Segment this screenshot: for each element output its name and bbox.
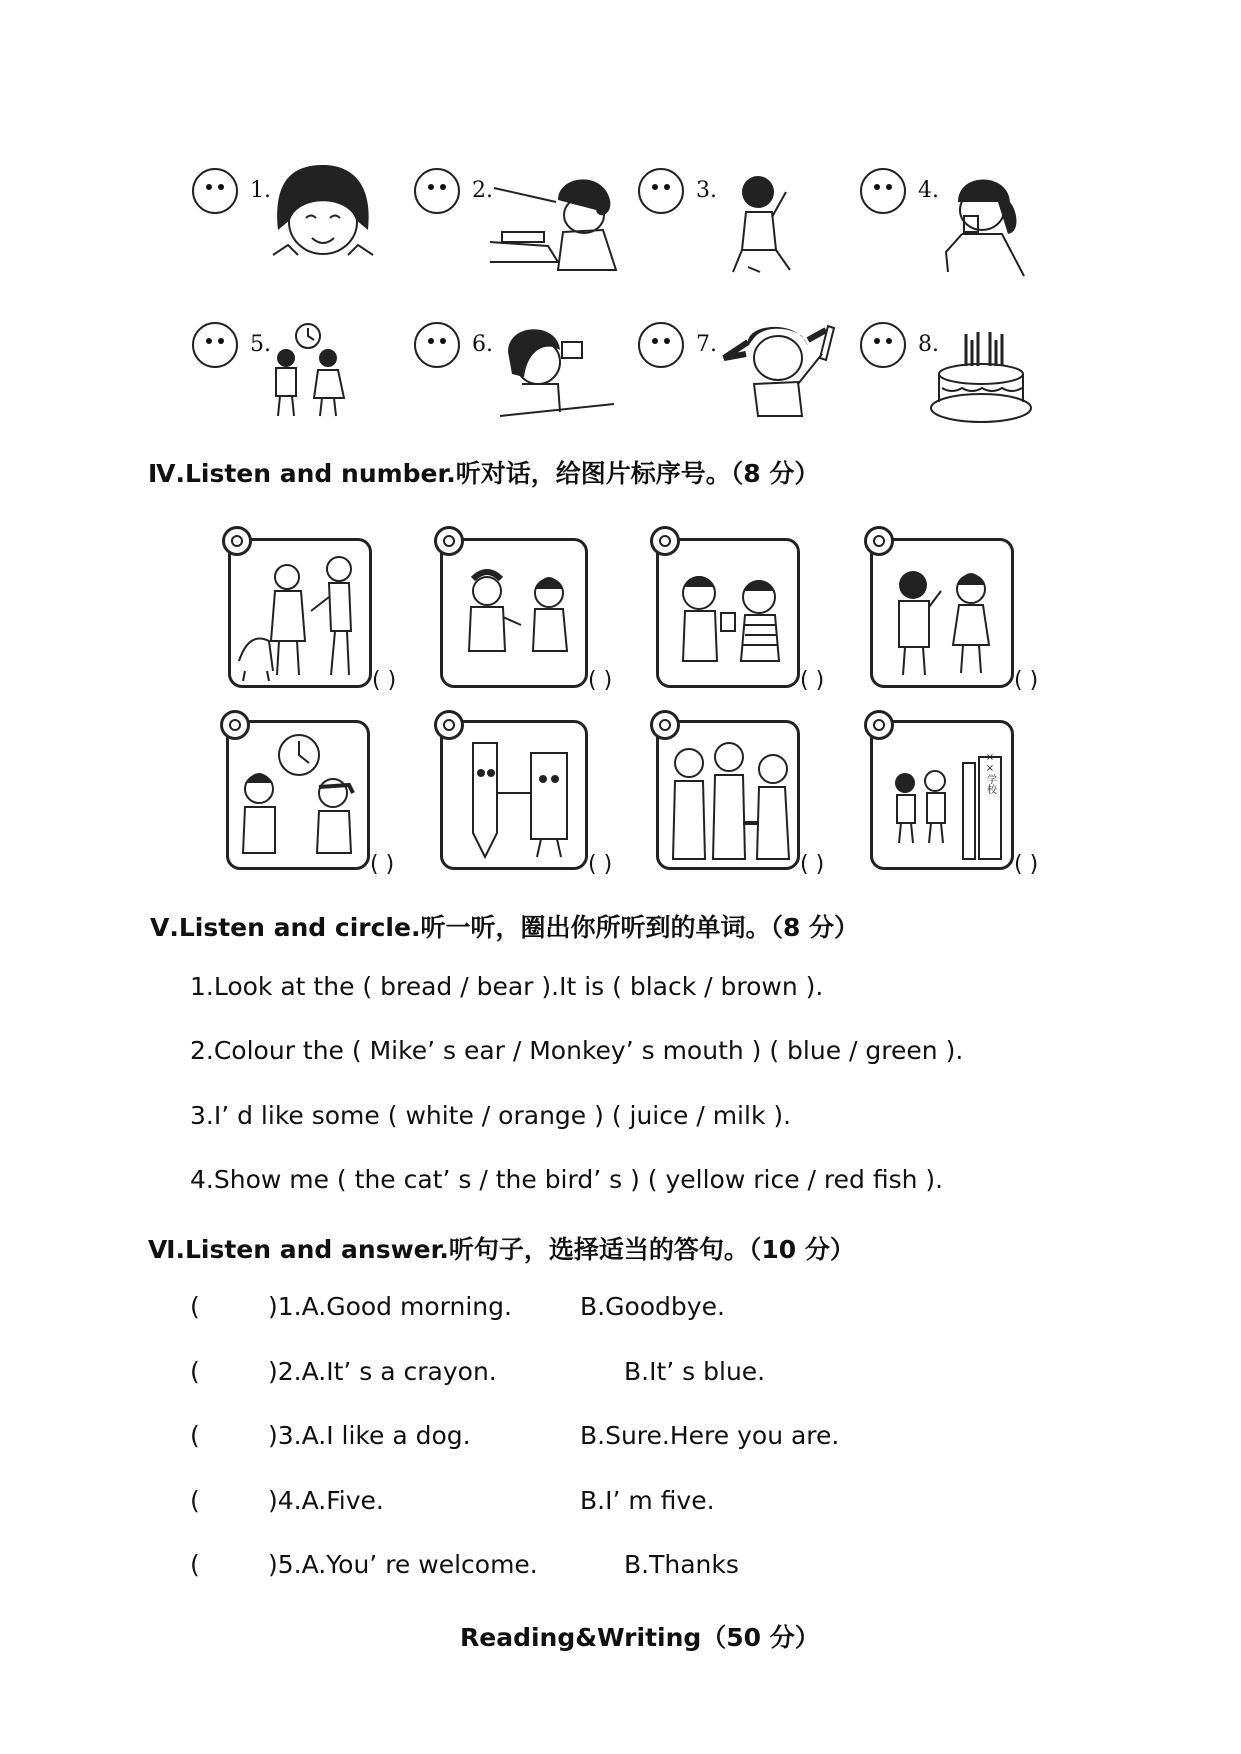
option-a: )2.A.It’ s a crayon. <box>268 1357 497 1386</box>
birthday-cake-picture <box>928 328 1034 426</box>
smiley-face-icon <box>192 168 238 214</box>
section-4-heading: Ⅳ.Listen and number.听对话，给图片标序号。（8 分） <box>148 459 820 488</box>
option-a: )1.A.Good morning. <box>268 1292 512 1321</box>
girl-with-crayon-picture <box>718 318 840 420</box>
child-sitting-picture <box>728 172 798 277</box>
ring-binder-icon <box>864 526 894 556</box>
question-line: 3.I’ d like some ( white / orange ) ( juice / milk ). <box>190 1101 792 1130</box>
answer-blank: ( ) <box>588 668 613 693</box>
picture-card <box>228 538 372 688</box>
ring-binder-icon <box>434 526 464 556</box>
two-girls-with-drink-picture <box>659 541 799 687</box>
picture-card <box>656 538 800 688</box>
girl-smiling-picture <box>268 160 378 268</box>
ring-binder-icon <box>434 710 464 740</box>
option-a: )5.A.You’ re welcome. <box>268 1550 538 1579</box>
answer-paren: ( <box>190 1292 200 1321</box>
boy-and-girl-greeting-picture <box>443 541 587 687</box>
picture-card <box>226 720 370 870</box>
smiley-face-icon <box>860 168 906 214</box>
answer-blank: ( ) <box>588 852 613 877</box>
school-sign-text: ××学校 <box>984 752 996 794</box>
picture-card <box>870 720 1014 870</box>
boy-with-laptop-picture <box>488 170 618 275</box>
item-number: 4. <box>918 178 939 203</box>
smiley-face-icon <box>860 322 906 368</box>
item-number: 1. <box>250 178 271 203</box>
section-5-heading: Ⅴ.Listen and circle.听一听，圈出你所听到的单词。（8 分） <box>150 913 860 942</box>
ring-binder-icon <box>220 710 250 740</box>
picture-card <box>440 720 588 870</box>
item-number: 5. <box>250 332 271 357</box>
answer-blank: ( ) <box>800 852 825 877</box>
two-children-with-clock-picture <box>266 320 350 420</box>
section-6-heading: Ⅵ.Listen and answer.听句子，选择适当的答句。（10 分） <box>148 1235 855 1264</box>
answer-blank: ( ) <box>1014 852 1039 877</box>
item-number: 7. <box>696 332 717 357</box>
option-b: B.Thanks <box>624 1550 739 1579</box>
pen-and-ruler-characters-picture <box>443 723 587 869</box>
answer-paren: ( <box>190 1550 200 1579</box>
question-line: 4.Show me ( the cat’ s / the bird’ s ) ( yellow rice / red fish ). <box>190 1165 944 1194</box>
picture-card <box>656 720 800 870</box>
children-at-school-gate-picture <box>873 723 1013 869</box>
question-line: 2.Colour the ( Mike’ s ear / Monkey’ s mouth ) ( blue / green ). <box>190 1036 964 1065</box>
smiley-face-icon <box>414 168 460 214</box>
answer-paren: ( <box>190 1357 200 1386</box>
option-a: )4.A.Five. <box>268 1486 384 1515</box>
option-b: B.Sure.Here you are. <box>580 1421 840 1450</box>
question-line: 1.Look at the ( bread / bear ).It is ( black / brown ). <box>190 972 824 1001</box>
answer-paren: ( <box>190 1421 200 1450</box>
woman-and-man-with-dog-picture <box>231 541 371 687</box>
answer-blank: ( ) <box>372 668 397 693</box>
ring-binder-icon <box>222 526 252 556</box>
option-a: )3.A.I like a dog. <box>268 1421 471 1450</box>
item-number: 8. <box>918 332 939 357</box>
answer-blank: ( ) <box>370 852 395 877</box>
reading-writing-heading: Reading&Writing（50 分） <box>460 1623 820 1652</box>
option-b: B.Goodbye. <box>580 1292 725 1321</box>
answer-paren: ( <box>190 1486 200 1515</box>
answer-blank: ( ) <box>1014 668 1039 693</box>
item-number: 6. <box>472 332 493 357</box>
item-number: 3. <box>696 178 717 203</box>
girl-and-boy-with-clock-picture <box>229 723 369 869</box>
girl-drinking-picture <box>938 172 1026 277</box>
smiley-face-icon <box>414 322 460 368</box>
option-b: B.I’ m five. <box>580 1486 715 1515</box>
answer-blank: ( ) <box>800 668 825 693</box>
smiley-face-icon <box>192 322 238 368</box>
picture-card <box>870 538 1014 688</box>
item-number: 2. <box>472 178 493 203</box>
option-b: B.It’ s blue. <box>624 1357 766 1386</box>
smiley-face-icon <box>638 168 684 214</box>
ring-binder-icon <box>864 710 894 740</box>
child-drinking-picture <box>498 322 616 418</box>
smiley-face-icon <box>638 322 684 368</box>
picture-card <box>440 538 588 688</box>
ring-binder-icon <box>650 526 680 556</box>
ring-binder-icon <box>650 710 680 740</box>
adults-shaking-hands-picture <box>659 723 799 869</box>
boy-and-girl-waving-picture <box>873 541 1013 687</box>
